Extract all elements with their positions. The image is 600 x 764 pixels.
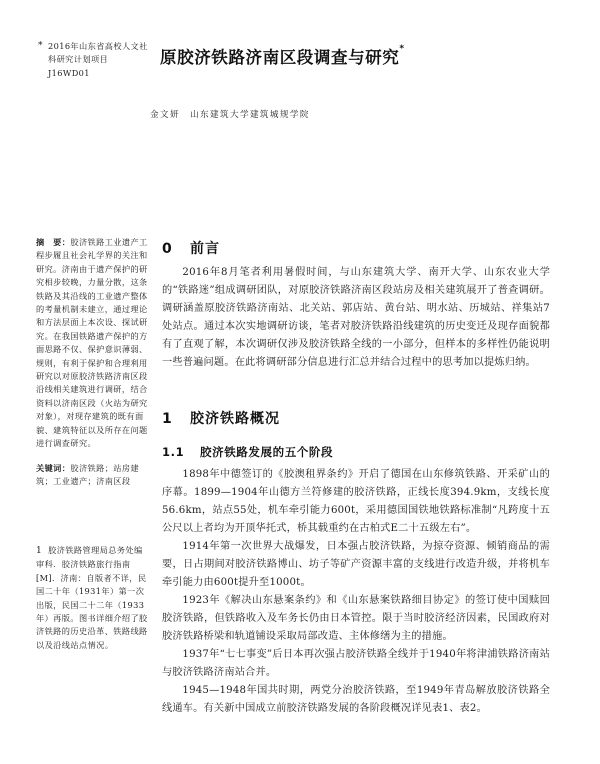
section-1-1-number: 1.1 [162,445,185,459]
title-footnote-marker: * [399,44,405,54]
paragraph-1923: 1923年《解决山东悬案条约》和《山东悬案铁路细目协定》的签订使中国赎回胶济铁路，但铁路收入及车务长仍由日本管控。限于当时胶济经济因素，民国政府对胶济铁路桥梁和轨道铺设采取局部改造、主体修缮为主的措施。 [162,595,550,642]
side-footnote-marker: 1 [36,546,43,556]
abstract-text: 胶济铁路工业遗产工程步履且社会礼学界的关注和研究。济南由于遗产保护的研究相步较晚，力量分散，这条铁路及其沿线的工业遗产整体的考量机制未建立，通过理论和方法层面上本次设、探试研究。在我国铁路遗产保护的方面思路不仅、保护意识薄弱、规则，有利于保护和合理利用研究以对原胶济铁路济南区段沿线相关建筑进行调研，结合资料以济南区段（火站为研究对象），对现存建筑的既有面貌、建筑特征以及所存在问题进行调查研究。 [36,237,148,449]
section-0-title: 前言 [190,241,220,257]
funding-marker: * [38,41,43,51]
keywords-label: 关键词： [36,463,71,473]
paragraph-1914: 1914年第一次世界大战爆发，日本强占胶济铁路，为掠夺资源、倾销商品的需要，日占期间对胶济铁路博山、坊子等矿产资源丰富的支线进行改造升级，并将机车牵引能力由600t提升至1000t。 [162,541,550,588]
funding-text: 2016年山东省高校人文社科研究计划项目J16WD01 [48,41,148,78]
section-1-title: 胶济铁路概况 [190,411,280,427]
paragraph-1937: 1937年“七七事变”后日本再次强占胶济铁路全线并于1940年将津浦铁路济南站与胶济铁路济南站合并。 [162,649,550,678]
paragraph-1898: 1898年中德签订的《胶澳租界条约》开启了德国在山东修筑铁路、开采矿山的序幕。1899—1904年山德方兰符修建的胶济铁路，正线长度394.9km，支线长度56.6km，站点55处，机车牵引能力600t，采用德国国铁地铁路标准制“凡跨度十五公尺以上者均为开顶华托式，桥其载重约在古柏式E二十五级左右”。 [162,469,550,534]
section-0-number: 0 [162,241,173,257]
side-footnote-text: 胶济铁路管理局总务处编审科．胶济铁路旅行指南[M]．济南：自版者不详，民国二十年（1931年）第一次出版，民国二十二年（1933年）再版。图书详细介绍了胶济铁路的历史沿革、铁路线路以及沿线站点情况。 [36,545,148,650]
author-line: 金文妍 山东建筑大学建筑城规学院 [150,110,310,120]
section-1-number: 1 [162,411,173,427]
abstract-label: 摘 要： [36,237,71,247]
side-footnote [36,544,150,652]
paragraph-1945: 1945—1948年国共时期，两党分治胶济铁路，至1949年青岛解放胶济铁路全线通车。有关新中国成立前胶济铁路发展的各阶段概况详见表1、表2。 [162,685,550,714]
section-0-heading [162,238,220,258]
section-0-paragraph: 2016年8月笔者利用暑假时间，与山东建筑大学、南开大学、山东农业大学的“铁路迷”组成调研团队，对原胶济铁路济南区段站房及相关建筑展开了普查调研。调研涵盖原胶济铁路济南站、北关站、郭店站、黄台站、明水站、历城站、祥集站7处站点。通过本次实地调研访谈，笔者对胶济铁路沿线建筑的历史变迁及现存面貌都有了直观了解，本次调研仅涉及胶济铁路全线的一小部分，但样本的多样性仍能说明一些普遍问题。在此将调研部分信息进行汇总并结合过程中的思考加以提炼归纳。 [162,267,550,368]
section-1-heading [162,408,280,428]
section-1-1-title: 胶济铁路发展的五个阶段 [200,445,334,459]
keywords-text: 胶济铁路；站房建筑；工业遗产；济南区段 [36,463,140,487]
keywords-block [36,462,150,489]
paper-title [160,44,560,68]
abstract-block [36,236,150,451]
section-1-1-heading [162,444,333,460]
paper-title-text: 原胶济铁路济南区段调查与研究 [160,48,400,67]
funding-footnote [38,40,148,80]
section-1-1-body [162,466,550,718]
